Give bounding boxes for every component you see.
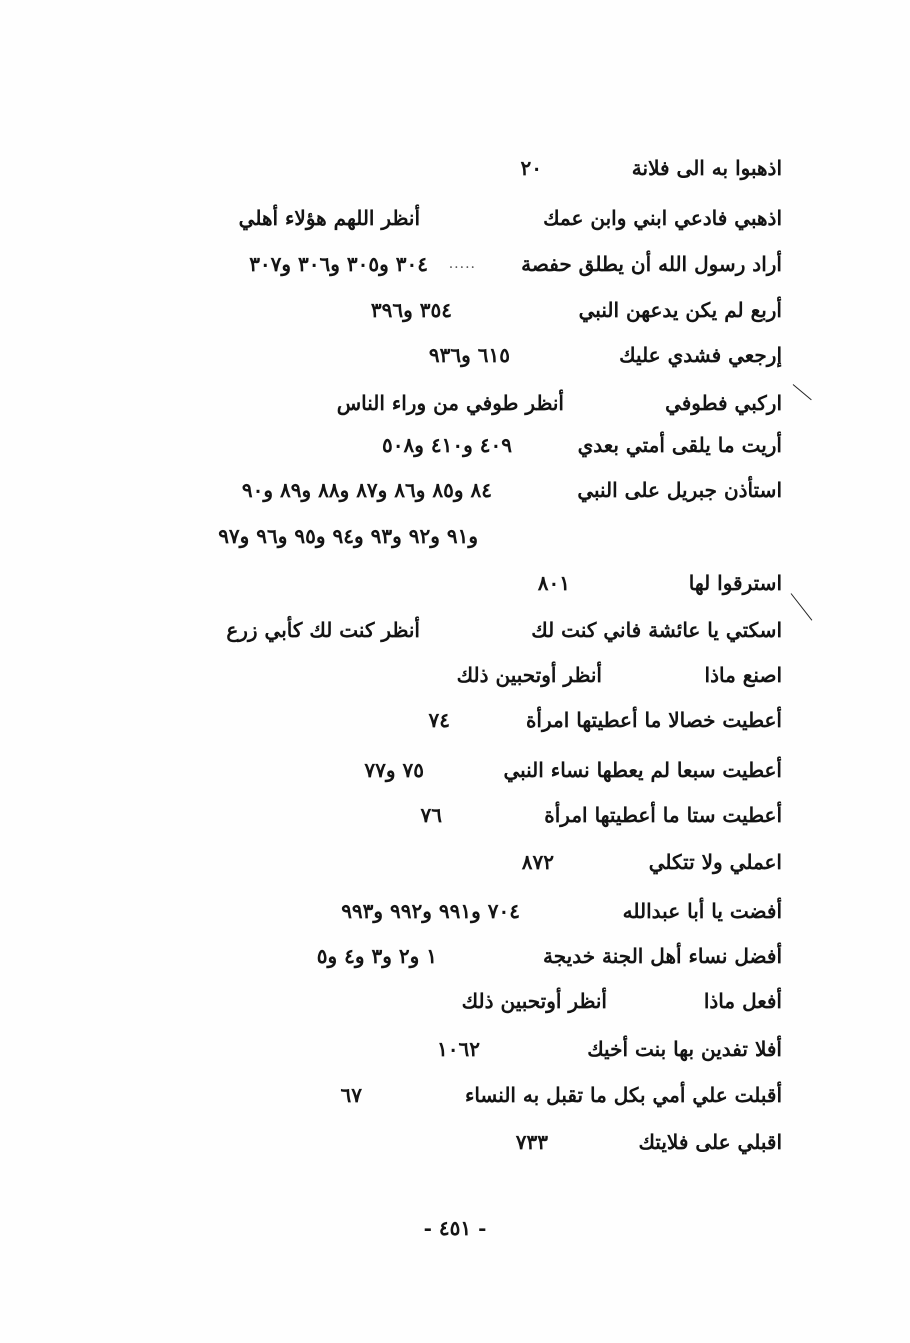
- entry-phrase: اسكتي يا عائشة فاني كنت لك: [531, 618, 782, 642]
- entry-phrase: أعطيت سبعا لم يعطها نساء النبي: [503, 758, 782, 782]
- index-entry: [341, 896, 782, 926]
- leader-dots: .....: [448, 256, 476, 272]
- index-entry: [461, 986, 782, 1016]
- index-entry: [336, 388, 782, 418]
- index-entry-continuation: [218, 521, 478, 551]
- entry-reference: ٨٤ و٨٥ و٨٦ و٨٧ و٨٨ و٨٩ و٩٠: [241, 478, 492, 502]
- entry-phrase: اركبي فطوفي: [665, 391, 782, 415]
- entry-phrase: اذهبي فادعي ابني وابن عمك: [543, 206, 782, 230]
- index-entry: [515, 1127, 782, 1157]
- entry-phrase: أعطيت خصالا ما أعطيتها امرأة: [525, 708, 782, 732]
- page-number: - ٤٥١ -: [423, 1216, 487, 1240]
- entry-reference: ٧٣٣: [515, 1130, 548, 1154]
- entry-phrase: أفضت يا أبا عبدالله: [622, 899, 782, 923]
- entry-phrase: استأذن جبريل على النبي: [577, 478, 782, 502]
- index-entry: [420, 800, 782, 830]
- entry-reference: ٨٠١: [537, 571, 570, 595]
- index-entry: [521, 847, 782, 877]
- entry-phrase: أريت ما يلقى أمتي بعدي: [577, 433, 782, 457]
- entry-phrase: استرقوا لها: [688, 571, 782, 595]
- index-entry: [382, 430, 782, 460]
- index-entry: [316, 941, 782, 971]
- entry-reference: ٦١٥ و٩٣٦: [428, 343, 510, 367]
- entry-phrase: أراد رسول الله أن يطلق حفصة: [521, 252, 782, 276]
- index-entry: [537, 568, 782, 598]
- entry-phrase: إرجعي فشدي عليك: [619, 343, 782, 367]
- index-entry: [241, 475, 782, 505]
- index-entry: [238, 203, 782, 233]
- entry-reference: أنظر اللهم هؤلاء أهلي: [238, 206, 420, 230]
- entry-reference: ٤٠٩ و٤١٠ و٥٠٨: [382, 433, 512, 457]
- entry-reference: أنظر أوتحبين ذلك: [456, 663, 602, 687]
- entry-phrase: أفلا تفدين بها بنت أخيك: [587, 1037, 782, 1061]
- entry-phrase: اذهبوا به الى فلانة: [631, 156, 782, 180]
- entry-reference: ١٠٦٢: [437, 1037, 480, 1061]
- entry-reference: ٧٠٤ و٩٩١ و٩٩٢ و٩٩٣: [341, 899, 520, 923]
- entry-phrase: اعملي ولا تتكلي: [648, 850, 782, 874]
- entry-reference: ٣٥٤ و٣٩٦: [370, 298, 452, 322]
- entry-reference: ٦٧: [340, 1083, 362, 1107]
- entry-reference: ٢٠: [520, 156, 542, 180]
- index-entry: [520, 153, 782, 183]
- entry-reference: و٩١ و٩٢ و٩٣ و٩٤ و٩٥ و٩٦ و٩٧: [218, 524, 478, 548]
- entry-phrase: أقبلت علي أمي بكل ما تقبل به النساء: [464, 1083, 782, 1107]
- entry-reference: ٣٠٤ و٣٠٥ و٣٠٦ و٣٠٧: [249, 252, 428, 276]
- index-entry: [428, 705, 782, 735]
- entry-phrase: اصنع ماذا: [704, 663, 782, 687]
- entry-phrase: أفعل ماذا: [703, 989, 782, 1013]
- entry-phrase: أربع لم يكن يدعهن النبي: [578, 298, 782, 322]
- entry-reference: أنظر طوفي من وراء الناس: [336, 391, 564, 415]
- entry-reference: ٧٥ و٧٧: [364, 758, 424, 782]
- index-entry: [340, 1080, 782, 1110]
- entry-reference: ١ و٢ و٣ و٤ و٥: [316, 944, 437, 968]
- index-entry: [428, 340, 782, 370]
- entry-reference: أنظر أوتحبين ذلك: [461, 989, 607, 1013]
- entry-reference: أنظر كنت لك كأبي زرع: [226, 618, 420, 642]
- entry-phrase: اقبلي على فلايتك: [638, 1130, 782, 1154]
- margin-mark: [791, 593, 813, 620]
- index-entry: [364, 755, 782, 785]
- index-entry: [370, 295, 782, 325]
- index-entry: [249, 249, 782, 279]
- entry-reference: ٧٦: [420, 803, 442, 827]
- index-entry: [226, 615, 782, 645]
- index-entry: [437, 1034, 782, 1064]
- index-entry: [456, 660, 782, 690]
- entry-reference: ٧٤: [428, 708, 450, 732]
- entry-reference: ٨٧٢: [521, 850, 554, 874]
- margin-mark: [793, 384, 812, 400]
- entry-phrase: أعطيت ستا ما أعطيتها امرأة: [544, 803, 782, 827]
- entry-phrase: أفضل نساء أهل الجنة خديجة: [543, 944, 782, 968]
